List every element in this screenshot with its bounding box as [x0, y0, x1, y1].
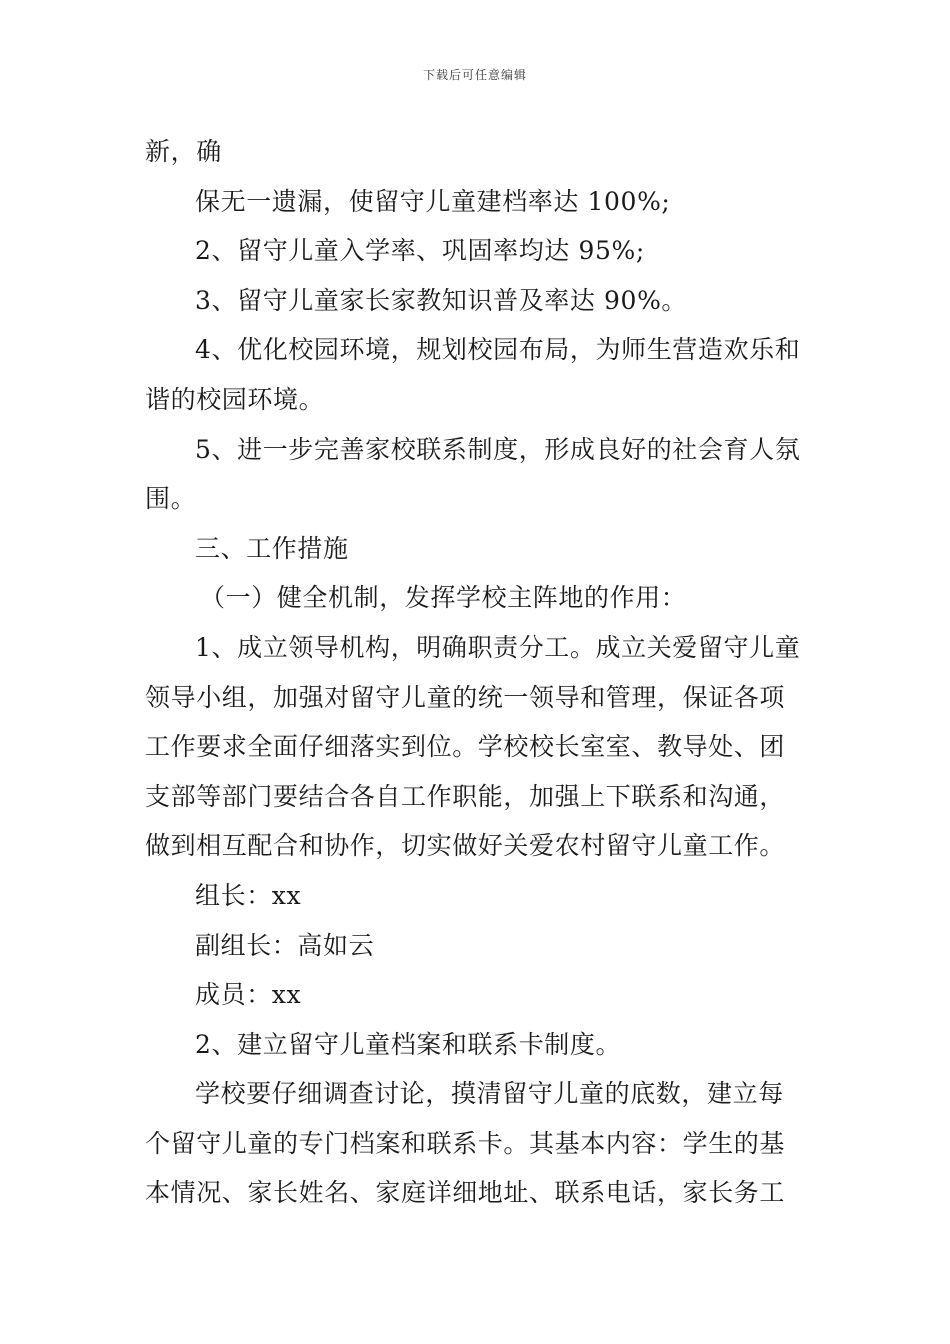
text-line: 谐的校园环境。	[145, 384, 325, 414]
text-line: 3、留守儿童家长家教知识普及率达 90%。	[195, 285, 688, 315]
text-line: 围。	[145, 484, 197, 514]
text-line: 保无一遗漏，使留守儿童建档率达 100%;	[195, 186, 671, 216]
text-line: 新，确	[145, 137, 222, 166]
text-line: 组长：xx	[195, 880, 302, 910]
text-line: 本情况、家长姓名、家庭详细地址、联系电话，家长务工	[145, 1178, 786, 1208]
text-line: 成员：xx	[195, 980, 302, 1010]
text-line: 支部等部门要结合各自工作职能，加强上下联系和沟通，	[145, 781, 786, 811]
subsection-heading: （一）健全机制，发挥学校主阵地的作用：	[200, 583, 687, 613]
text-line: 副组长：高如云	[195, 930, 375, 960]
text-line: 工作要求全面仔细落实到位。学校校长室室、教导处、团	[145, 732, 786, 762]
text-line: 1、成立领导机构，明确职责分工。成立关爱留守儿童	[195, 632, 801, 662]
text-line: 5、进一步完善家校联系制度，形成良好的社会育人氛	[195, 434, 801, 464]
text-line: 个留守儿童的专门档案和联系卡。其基本内容：学生的基	[145, 1128, 786, 1158]
text-line: 学校要仔细调查讨论，摸清留守儿童的底数，建立每	[195, 1079, 784, 1109]
document-body	[145, 127, 810, 1218]
text-line: 2、建立留守儿童档案和联系卡制度。	[195, 1029, 622, 1059]
section-heading: 三、工作措施	[195, 533, 349, 563]
text-line: 做到相互配合和协作，切实做好关爱农村留守儿童工作。	[145, 831, 786, 861]
text-line: 2、留守儿童入学率、巩固率均达 95%;	[195, 236, 645, 266]
text-line: 领导小组，加强对留守儿童的统一领导和管理，保证各项	[145, 682, 786, 712]
page-header: 下载后可任意编辑	[422, 68, 527, 82]
text-line: 4、优化校园环境，规划校园布局，为师生营造欢乐和	[195, 335, 801, 365]
